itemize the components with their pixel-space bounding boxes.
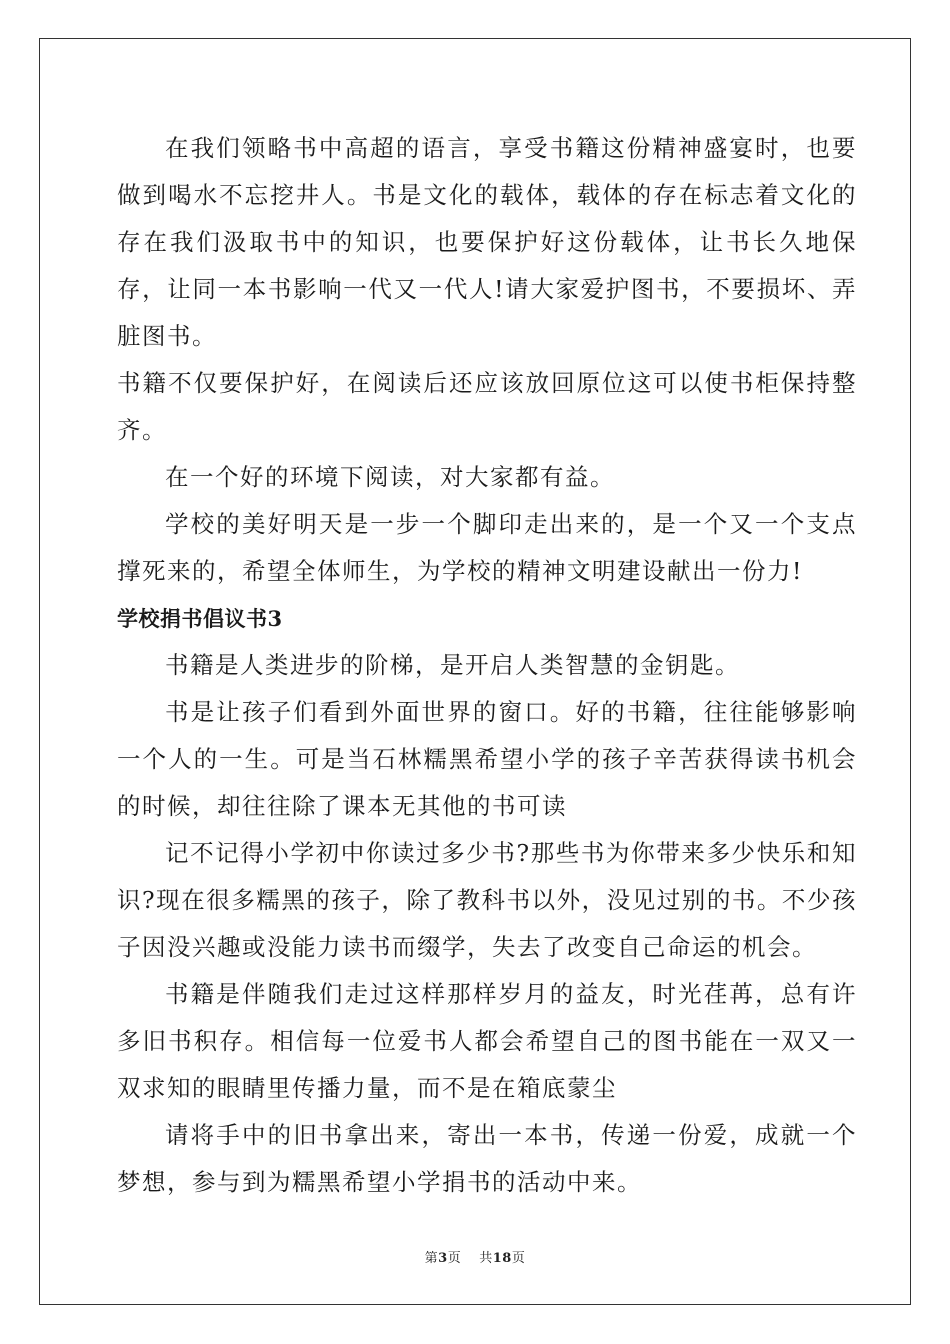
total-prefix: 共 bbox=[479, 1251, 493, 1266]
paragraph: 书籍不仅要保护好，在阅读后还应该放回原位这可以使书柜保持整齐。 bbox=[117, 369, 857, 444]
paragraph: 书籍是人类进步的阶梯，是开启人类智慧的金钥匙。 bbox=[165, 651, 740, 679]
page-number: 3 bbox=[438, 1251, 448, 1266]
paragraph: 在一个好的环境下阅读，对大家都有益。 bbox=[165, 463, 615, 491]
document-body bbox=[117, 125, 857, 1206]
paragraph: 书籍是伴随我们走过这样那样岁月的益友，时光荏苒，总有许多旧书积存。相信每一位爱书人都会希望自己的图书能在一双又一双求知的眼睛里传播力量，而不是在箱底蒙尘 bbox=[117, 980, 857, 1102]
paragraph: 书是让孩子们看到外面世界的窗口。好的书籍，往往能够影响一个人的一生。可是当石林糯黑希望小学的孩子辛苦获得读书机会的时候，却往往除了课本无其他的书可读 bbox=[117, 698, 857, 820]
section-heading: 学校捐书倡议书3 bbox=[117, 606, 283, 631]
page-footer bbox=[0, 1247, 950, 1266]
page-suffix: 页 bbox=[447, 1251, 462, 1266]
paragraph: 在我们领略书中高超的语言，享受书籍这份精神盛宴时，也要做到喝水不忘挖井人。书是文化的载体，载体的存在标志着文化的存在我们汲取书中的知识，也要保护好这份载体，让书长久地保存，让同一本书影响一代又一代人!请大家爱护图书，不要损坏、弄脏图书。 bbox=[117, 134, 857, 350]
page-prefix: 第 bbox=[424, 1251, 439, 1266]
paragraph: 学校的美好明天是一步一个脚印走出来的，是一个又一个支点撑死来的，希望全体师生，为学校的精神文明建设献出一份力! bbox=[117, 510, 857, 585]
paragraph: 记不记得小学初中你读过多少书?那些书为你带来多少快乐和知识?现在很多糯黑的孩子，除了教科书以外，没见过别的书。不少孩子因没兴趣或没能力读书而缀学，失去了改变自己命运的机会。 bbox=[117, 839, 857, 961]
total-suffix: 页 bbox=[511, 1251, 526, 1266]
paragraph: 请将手中的旧书拿出来，寄出一本书，传递一份爱，成就一个梦想，参与到为糯黑希望小学捐书的活动中来。 bbox=[117, 1121, 857, 1196]
total-pages: 18 bbox=[492, 1251, 512, 1266]
